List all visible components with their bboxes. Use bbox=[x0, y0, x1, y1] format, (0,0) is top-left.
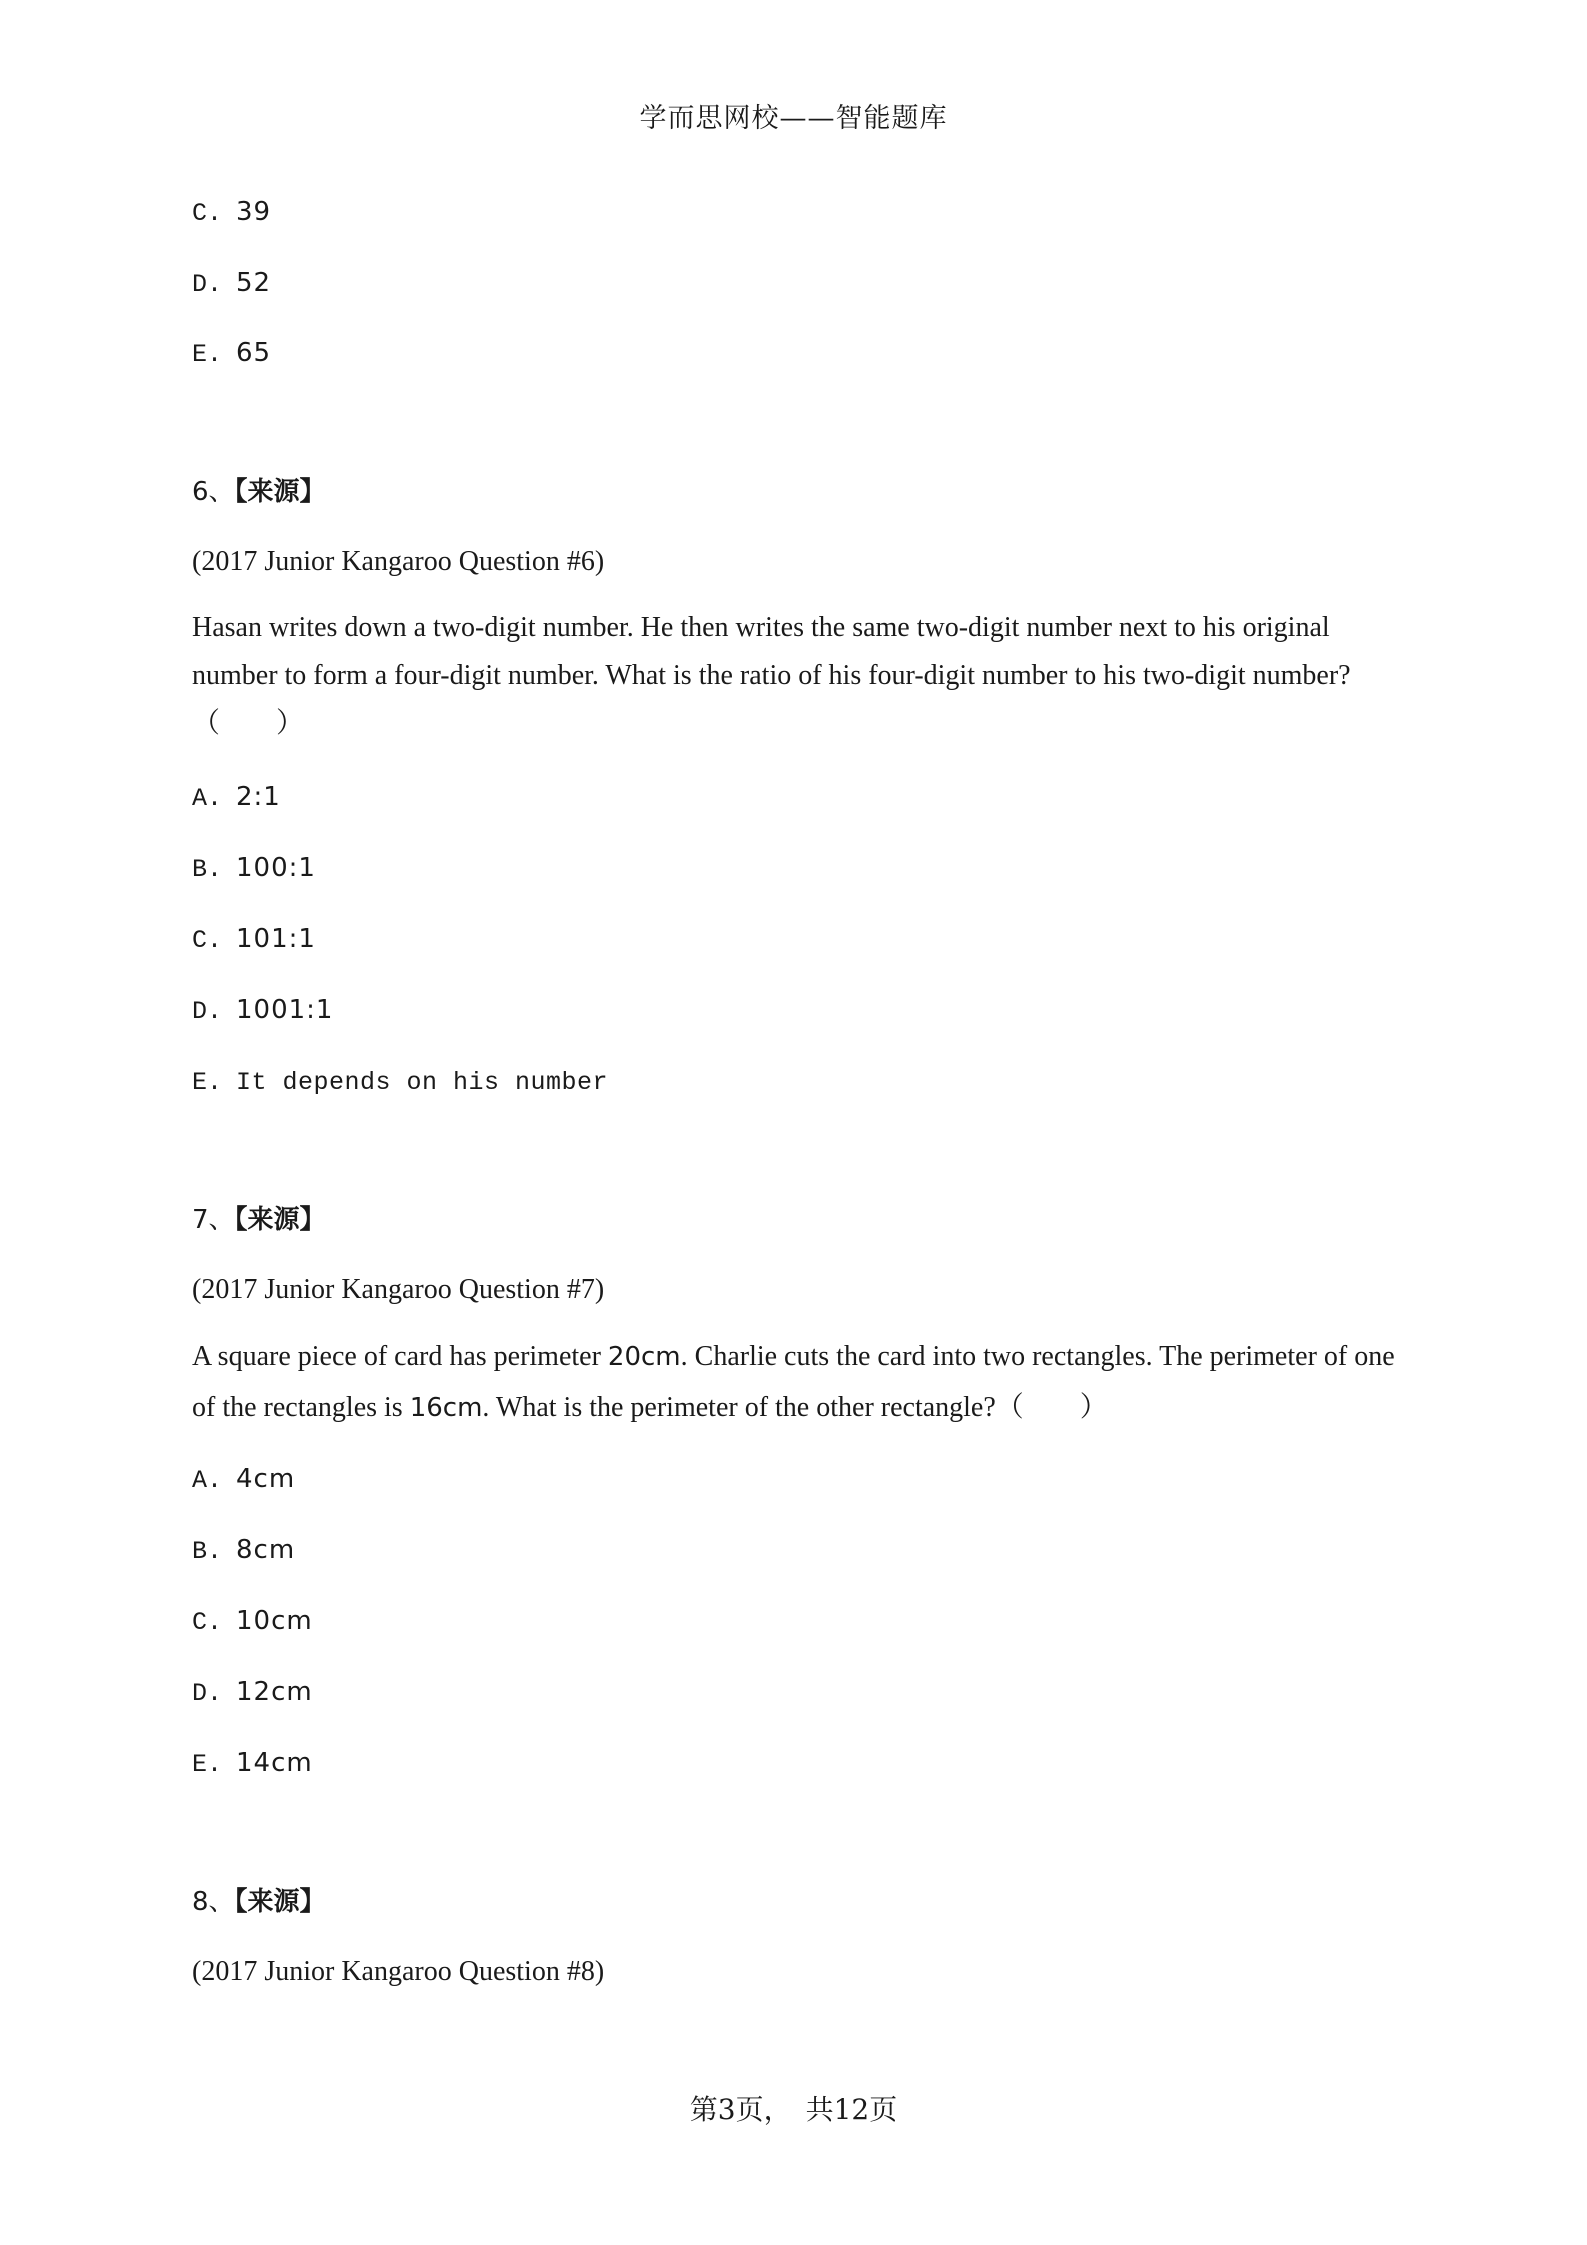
option-value: 2:1 bbox=[236, 782, 281, 812]
question-number: 6、 bbox=[192, 477, 235, 507]
page-header: 学而思网校——智能题库 bbox=[639, 103, 948, 134]
option-letter: B. bbox=[192, 855, 223, 884]
question-6-stem-line1: Hasan writes down a two-digit number. He then writes the same two-digit number next to his original bbox=[192, 612, 1330, 643]
question-8-heading bbox=[192, 1886, 326, 1918]
option-letter: E. bbox=[192, 340, 223, 369]
option-letter: E. bbox=[192, 1068, 223, 1097]
page-footer: 第3页， 共12页 bbox=[689, 2093, 898, 2126]
stem-math: 20cm bbox=[607, 1342, 681, 1372]
source-tag: 【来源】 bbox=[234, 477, 326, 507]
stem-text: of the rectangles is bbox=[192, 1392, 410, 1423]
question-8-source: (2017 Junior Kangaroo Question #8) bbox=[192, 1956, 605, 1987]
question-number: 8、 bbox=[192, 1887, 235, 1917]
option-letter: D. bbox=[192, 1679, 223, 1708]
option-d bbox=[192, 1676, 313, 1710]
question-7-stem-line1 bbox=[192, 1340, 1395, 1374]
source-tag: 【来源】 bbox=[234, 1887, 326, 1917]
option-value: 8cm bbox=[236, 1535, 296, 1565]
option-value: 101:1 bbox=[236, 924, 316, 954]
option-c bbox=[192, 923, 316, 957]
option-d bbox=[192, 267, 271, 301]
option-value: 52 bbox=[236, 268, 272, 298]
option-b bbox=[192, 1534, 295, 1568]
option-letter: B. bbox=[192, 1537, 223, 1566]
stem-text: A square piece of card has perimeter bbox=[192, 1341, 608, 1372]
option-letter: C. bbox=[192, 199, 223, 228]
question-7-source: (2017 Junior Kangaroo Question #7) bbox=[192, 1274, 605, 1305]
option-e bbox=[192, 1747, 313, 1781]
question-7-heading bbox=[192, 1204, 326, 1236]
option-value: 14cm bbox=[236, 1748, 313, 1778]
stem-text: . Charlie cuts the card into two rectangles. The perimeter of one bbox=[680, 1341, 1395, 1372]
question-6-stem-line2: number to form a four-digit number. What is the ratio of his four-digit number to his two-digit number? bbox=[192, 660, 1351, 691]
question-7-stem-line2 bbox=[192, 1391, 1108, 1425]
option-b bbox=[192, 852, 316, 886]
option-value: 39 bbox=[236, 197, 272, 227]
stem-math: 16cm bbox=[409, 1393, 483, 1423]
option-value: 65 bbox=[236, 338, 272, 368]
option-value: It depends on his number bbox=[236, 1068, 609, 1097]
option-value: 4cm bbox=[236, 1464, 296, 1494]
option-letter: D. bbox=[192, 997, 223, 1026]
question-6-heading bbox=[192, 476, 326, 508]
option-value: 12cm bbox=[236, 1677, 313, 1707]
option-e bbox=[192, 1065, 608, 1099]
option-letter: E. bbox=[192, 1750, 223, 1779]
option-a bbox=[192, 781, 281, 815]
question-number: 7、 bbox=[192, 1205, 235, 1235]
option-c bbox=[192, 1605, 313, 1639]
option-letter: A. bbox=[192, 1466, 223, 1495]
option-letter: D. bbox=[192, 270, 223, 299]
option-letter: C. bbox=[192, 926, 223, 955]
stem-text: . What is the perimeter of the other rectangle?（ ） bbox=[482, 1392, 1108, 1423]
option-a bbox=[192, 1463, 295, 1497]
option-c bbox=[192, 196, 271, 230]
option-value: 10cm bbox=[236, 1606, 313, 1636]
question-6-source: (2017 Junior Kangaroo Question #6) bbox=[192, 546, 605, 577]
option-letter: A. bbox=[192, 784, 223, 813]
option-value: 100:1 bbox=[236, 853, 316, 883]
option-d bbox=[192, 994, 333, 1028]
source-tag: 【来源】 bbox=[234, 1205, 326, 1235]
option-letter: C. bbox=[192, 1608, 223, 1637]
question-6-blank: （ ） bbox=[192, 708, 305, 739]
option-e bbox=[192, 337, 271, 371]
option-value: 1001:1 bbox=[236, 995, 334, 1025]
